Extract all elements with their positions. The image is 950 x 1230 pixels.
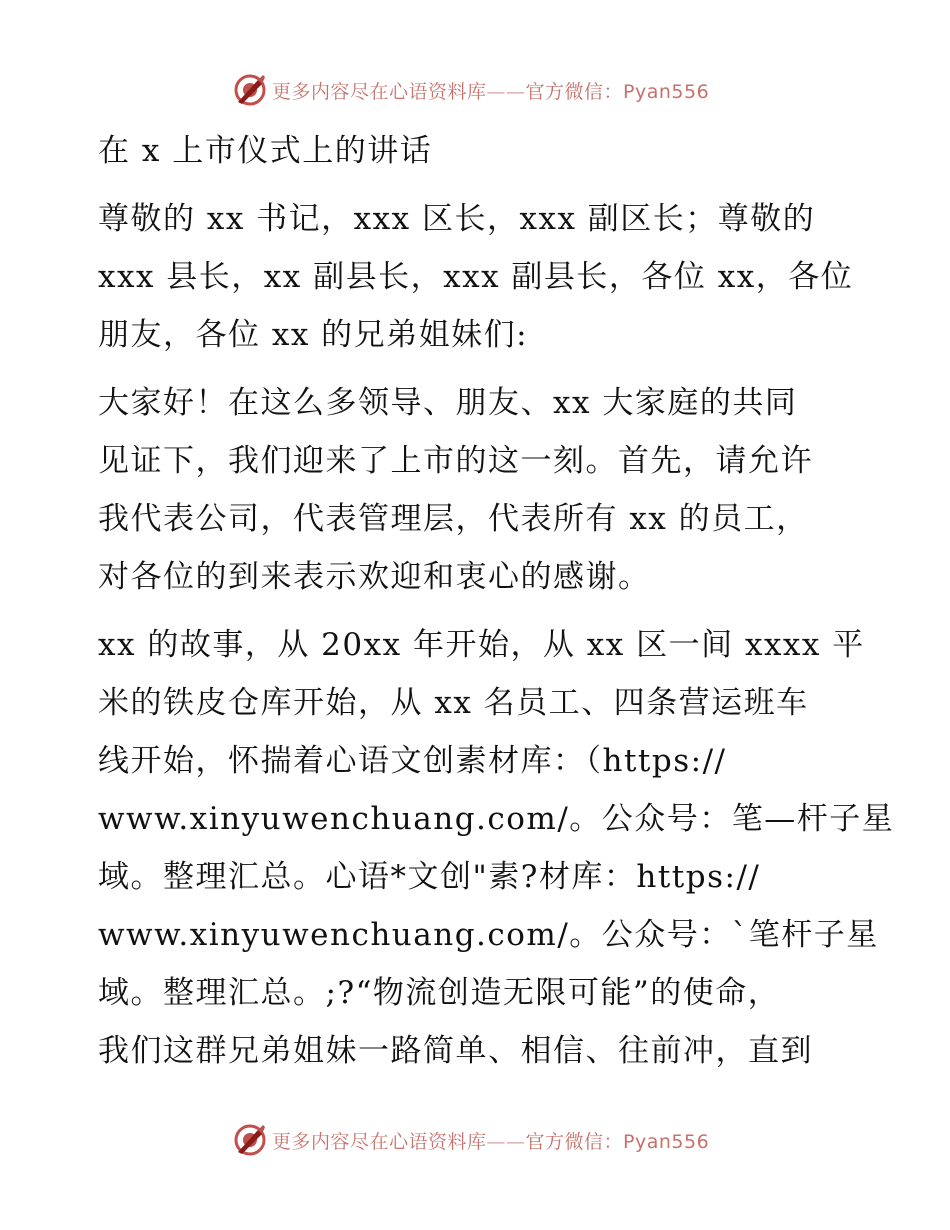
text-line: 大家好！在这么多领导、朋友、xx 大家庭的共同 xyxy=(98,385,798,421)
text-line: 线开始，怀揣着心语文创素材库：（https:// xyxy=(98,743,727,779)
banner-separator: —— xyxy=(486,1130,526,1153)
banner-text xyxy=(272,1127,709,1154)
text-line: 米的铁皮仓库开始，从 xx 名员工、四条营运班车 xyxy=(98,685,809,721)
text-line: 朋友，各位 xx 的兄弟姐妹们: xyxy=(98,317,529,353)
footer-watermark-banner xyxy=(232,1120,752,1160)
paragraph-story xyxy=(98,616,895,1080)
document-body xyxy=(98,122,895,1080)
text-line: 域。整理汇总。心语*文创"素?材库：https:// xyxy=(98,859,761,895)
pen-logo-icon xyxy=(232,1122,268,1158)
paragraph-welcome xyxy=(98,374,858,606)
banner-wechat-id: Pyan556 xyxy=(623,1130,710,1153)
banner-text xyxy=(272,77,709,104)
banner-site-text: 更多内容尽在心语资料库 xyxy=(272,1130,487,1153)
banner-separator: —— xyxy=(486,80,526,103)
banner-wechat-label: 官方微信： xyxy=(525,80,624,103)
text-line: www.xinyuwenchuang.com/。公众号：笔—杆子星 xyxy=(98,801,895,837)
text-line: www.xinyuwenchuang.com/。公众号：`笔杆子星 xyxy=(98,917,879,953)
text-line: 我代表公司，代表管理层，代表所有 xx 的员工， xyxy=(98,501,809,537)
pen-logo-icon xyxy=(232,72,268,108)
banner-wechat-label: 官方微信： xyxy=(525,1130,624,1153)
banner-wechat-id: Pyan556 xyxy=(623,80,710,103)
document-title: 在 x 上市仪式上的讲话 xyxy=(98,133,433,169)
text-line: xx 的故事，从 20xx 年开始，从 xx 区一间 xxxx 平 xyxy=(98,627,865,663)
text-line: xxx 县长，xx 副县长，xxx 副县长，各位 xx，各位 xyxy=(98,259,854,295)
header-watermark-banner xyxy=(232,70,752,110)
text-line: 我们这群兄弟姐妹一路简单、相信、往前冲，直到 xyxy=(98,1033,813,1069)
text-line: 域。整理汇总。;?“物流创造无限可能”的使命， xyxy=(98,975,781,1011)
banner-site-text: 更多内容尽在心语资料库 xyxy=(272,80,487,103)
text-line: 尊敬的 xx 书记，xxx 区长，xxx 副区长；尊敬的 xyxy=(98,201,816,237)
text-line: 对各位的到来表示欢迎和衷心的感谢。 xyxy=(98,559,651,595)
paragraph-greeting xyxy=(98,190,858,364)
text-line: 见证下，我们迎来了上市的这一刻。首先，请允许 xyxy=(98,443,813,479)
